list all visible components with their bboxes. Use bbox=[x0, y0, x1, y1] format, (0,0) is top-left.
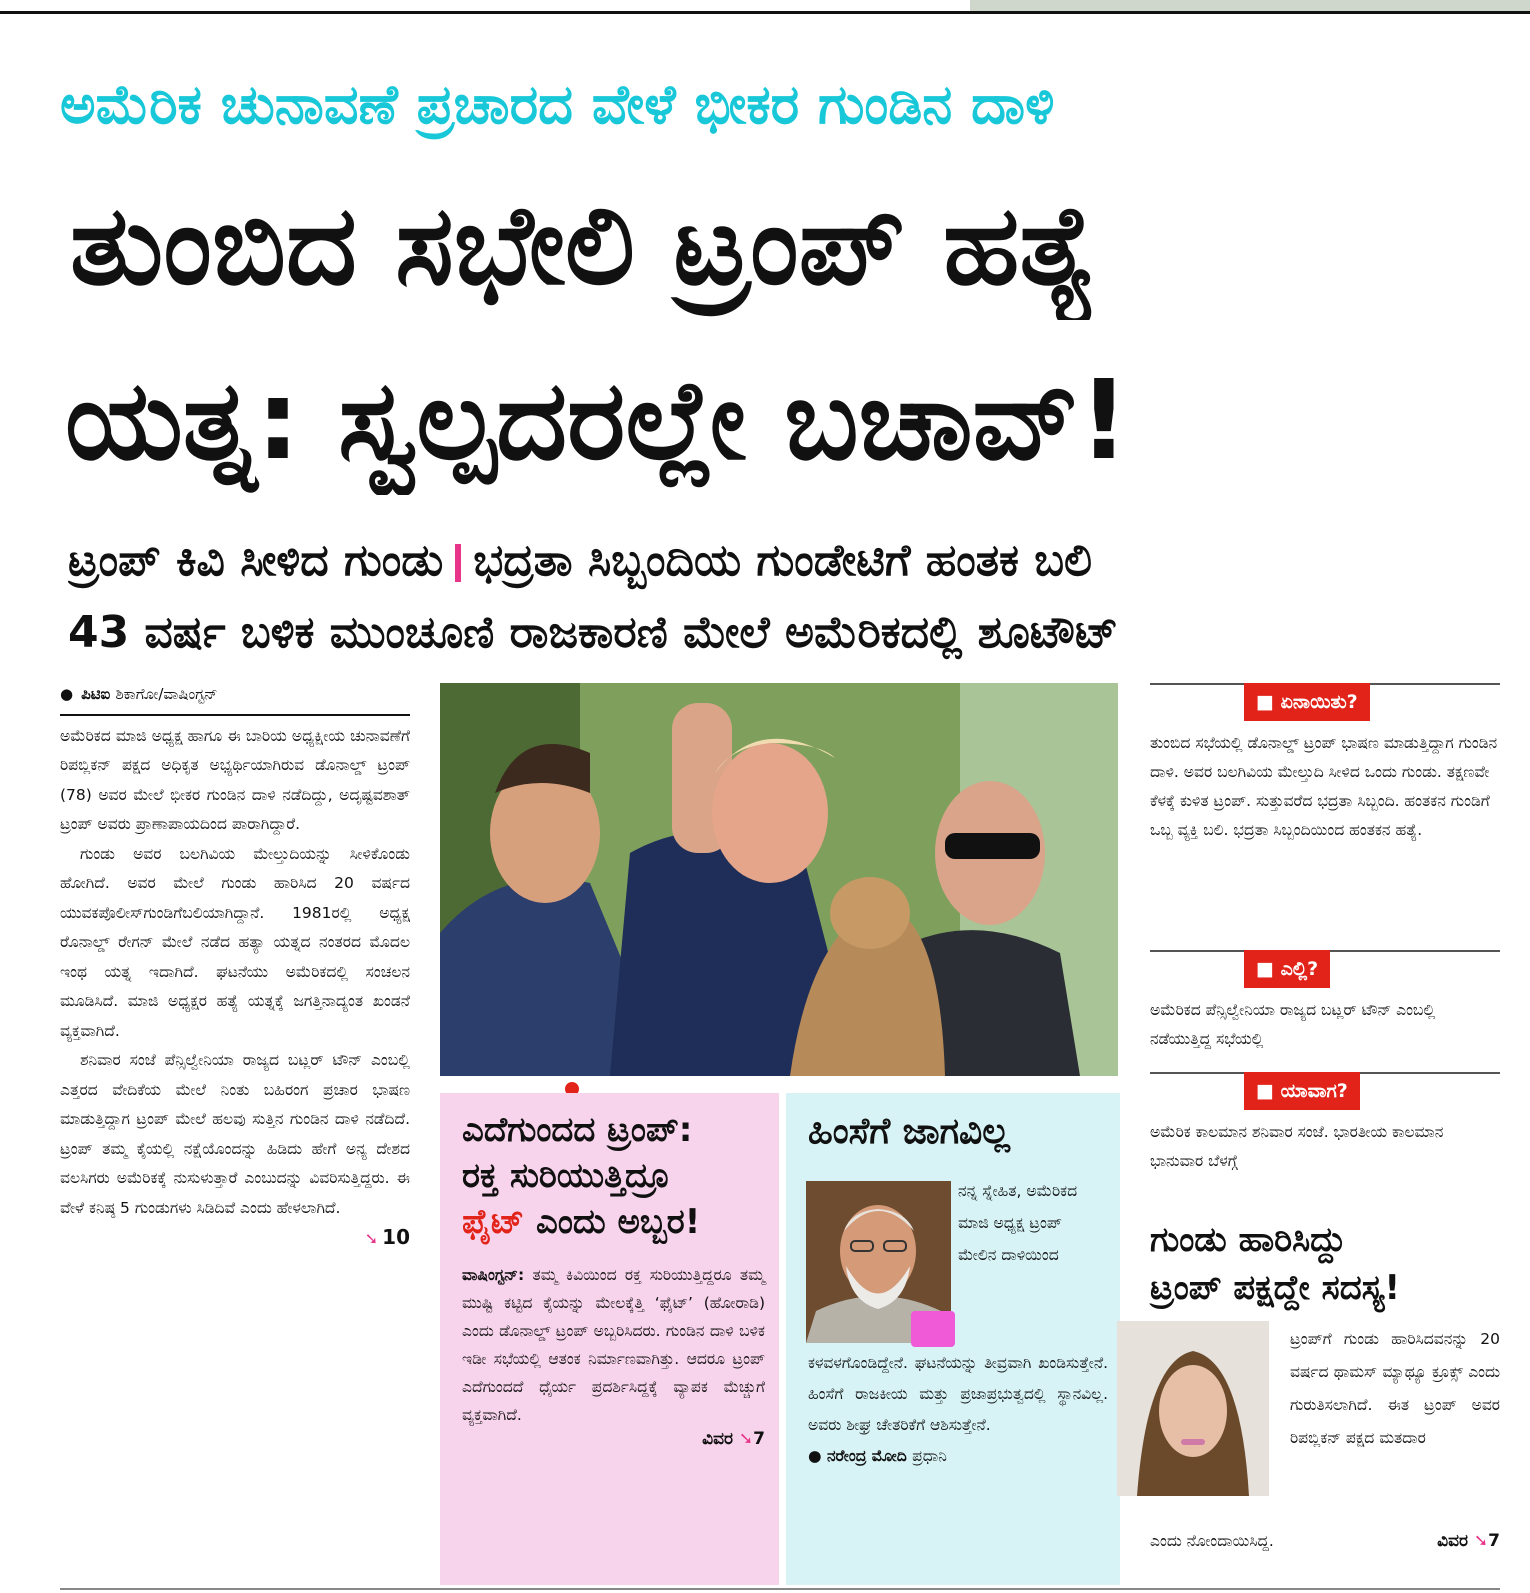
modi-quote-box bbox=[786, 1093, 1120, 1585]
shooter-story-text: ಟ್ರಂಪ್‌ಗೆ ಗುಂಡು ಹಾರಿಸಿದವನನ್ನು 20 ವರ್ಷದ ಥಾಮಸ್ ಮ್ಯಾಥ್ಯೂ ಕ್ರೂಕ್ಸ್ ಎಂದು ಗುರುತಿಸಲಾಗಿದೆ. ಈತ ಟ್ರಂಪ್ ಅವರ ರಿಪಬ್ಲಿಕನ್ ಪಕ್ಷದ ಮತದಾರ bbox=[1290, 1330, 1500, 1447]
main-headline-line-1: ತುಂಬಿದ ಸಭೇಲಿ ಟ್ರಂಪ್ ಹತ್ಯೆ bbox=[70, 181, 1098, 309]
modi-quote-part-2 bbox=[808, 1348, 1108, 1472]
byline bbox=[60, 680, 410, 716]
kicker-headline: ಅಮೆರಿಕ ಚುನಾವಣೆ ಪ್ರಚಾರದ ವೇಳೆ ಭೀಕರ ಗುಂಡಿನ ದಾಳಿ bbox=[60, 73, 1055, 136]
fight-headline-line-2: ರಕ್ತ ಸುರಿಯುತ್ತಿದ್ರೂ bbox=[462, 1156, 671, 1196]
top-rule bbox=[0, 0, 1530, 14]
tag-where: ■ ಎಲ್ಲಿ? bbox=[1244, 950, 1330, 988]
story-paragraph-3: ಶನಿವಾರ ಸಂಜೆ ಪೆನ್ಸಿಲ್ವೇನಿಯಾ ರಾಜ್ಯದ ಬಟ್ಲರ್ ಟೌನ್ ಎಂಬಲ್ಲಿ ಎತ್ತರದ ವೇದಿಕೆಯ ಮೇಲೆ ನಿಂತು ಬಹಿರಂಗ ಪ್ರಚಾರ ಭಾಷಣ ಮಾಡುತ್ತಿದ್ದಾಗ ಟ್ರಂಪ್ ಮೇಲೆ ಹಲವು ಸುತ್ತಿನ ಗುಂಡಿನ ದಾಳಿ ನಡೆದಿದೆ. ಟ್ರಂಪ್ ತಮ್ಮ ಕೈಯಲ್ಲಿ ನಕ್ಷೆಯೊಂದನ್ನು ಹಿಡಿದು ಹೇಗೆ ಅನ್ಯ ದೇಶದ ವಲಸಿಗರು ಅಮೆರಿಕಕ್ಕೆ ನುಸುಳುತ್ತಾರೆ ಎಂಬುದನ್ನು ವಿವರಿಸುತ್ತಿದ್ದರು. ಈ ವೇಳೆ ಕನಿಷ್ಠ 5 ಗುಂಡುಗಳು ಸಿಡಿದಿವೆ ಎಂದು ಹೇಳಲಾಗಿದೆ. bbox=[60, 1051, 410, 1217]
fight-headline-tail: ಎಂದು ಅಬ್ಬರ! bbox=[524, 1202, 701, 1242]
rule-when bbox=[1150, 1072, 1500, 1102]
shooter-story-tail-text: ಎಂದು ನೋಂದಾಯಿಸಿದ್ದ. bbox=[1150, 1532, 1274, 1550]
continued-on[interactable] bbox=[60, 1223, 410, 1254]
rule-where bbox=[1150, 950, 1500, 980]
modi-quote-headline: ಹಿಂಸೆಗೆ ಜಾಗವಿಲ್ಲ bbox=[808, 1111, 1010, 1152]
shooter-headline-line-1: ಗುಂಡು ಹಾರಿಸಿದ್ದು bbox=[1150, 1220, 1347, 1260]
what-text: ತುಂಬಿದ ಸಭೆಯಲ್ಲಿ ಡೊನಾಲ್ಡ್ ಟ್ರಂಪ್ ಭಾಷಣ ಮಾಡುತ್ತಿದ್ದಾಗ ಗುಂಡಿನ ದಾಳಿ. ಅವರ ಬಲಗಿವಿಯ ಮೇಲ್ತುದಿ ಸೀಳಿದ ಒಂದು ಗುಂಡು. ತಕ್ಷಣವೇ ಕೆಳಕ್ಕೆ ಕುಳಿತ ಟ್ರಂಪ್. ಸುತ್ತುವರೆದ ಭದ್ರತಾ ಸಿಬ್ಬಂದಿ. ಹಂತಕನ ಗುಂಡಿಗೆ ಒಬ್ಬ ವ್ಯಕ್ತಿ ಬಲಿ. ಭದ್ರತಾ ಸಿಬ್ಬಂದಿಯಿಂದ ಹಂತಕನ ಹತ್ಯೆ. bbox=[1150, 734, 1498, 839]
fight-story-box bbox=[440, 1093, 779, 1585]
shooter-story-tail bbox=[1150, 1526, 1500, 1556]
fight-body-text: ತಮ್ಮ ಕಿವಿಯಿಂದ ರಕ್ತ ಸುರಿಯುತ್ತಿದ್ದರೂ ತಮ್ಮ ಮುಷ್ಟಿ ಕಟ್ಟಿದ ಕೈಯನ್ನು ಮೇಲಕ್ಕೆತ್ತಿ ‘ಫೈಟ್’ (ಹೋರಾಡಿ) ಎಂದು ಡೊನಾಲ್ಡ್ ಟ್ರಂಪ್ ಅಬ್ಬರಿಸಿದರು. ಗುಂಡಿನ ದಾಳಿ ಬಳಿಕ ಇಡೀ ಸಭೆಯಲ್ಲಿ ಆತಂಕ ನಿರ್ಮಾಣವಾಗಿತ್ತು. ಆದರೂ ಟ್ರಂಪ್ ಎದೆಗುಂದದೆ ಧೈರ್ಯ ಪ್ರದರ್ಶಿಸಿದ್ದಕ್ಕೆ ವ್ಯಾಪಕ ಮೆಚ್ಚುಗೆ ವ್ಯಕ್ತವಾಗಿದೆ. bbox=[462, 1266, 765, 1424]
jump-arrow-icon: ➘ bbox=[1473, 1531, 1489, 1551]
shooter-headline-line-2: ಟ್ರಂಪ್ ಪಕ್ಷದ್ದೇ ಸದಸ್ಯ! bbox=[1150, 1268, 1400, 1308]
jump-label: ವಿವರ bbox=[702, 1429, 733, 1449]
jump-arrow-icon: ➘ bbox=[738, 1429, 754, 1449]
story-paragraph-1: ಅಮೆರಿಕದ ಮಾಜಿ ಅಧ್ಯಕ್ಷ ಹಾಗೂ ಈ ಬಾರಿಯ ಅಧ್ಯಕ್ಷೀಯ ಚುನಾವಣೆಗೆ ರಿಪಬ್ಲಿಕನ್ ಪಕ್ಷದ ಅಧಿಕೃತ ಅಭ್ಯರ್ಥಿಯಾಗಿರುವ ಡೊನಾಲ್ಡ್ ಟ್ರಂಪ್ (78) ಅವರ ಮೇಲೆ ಭೀಕರ ಗುಂಡಿನ ದಾಳಿ ನಡೆದಿದ್ದು, ಅದೃಷ್ಟವಶಾತ್ ಟ್ರಂಪ್ ಅವರು ಪ್ರಾಣಾಪಾಯದಿಂದ ಪಾರಾಗಿದ್ದಾರೆ. bbox=[60, 726, 410, 833]
modi-signature bbox=[808, 1441, 1108, 1472]
sig-name: ನರೇಂದ್ರ ಮೋದಿ bbox=[826, 1447, 907, 1465]
subheadline-2: 43 ವರ್ಷ ಬಳಿಕ ಮುಂಚೂಣಿ ರಾಜಕಾರಣಿ ಮೇಲೆ ಅಮೆರಿಕದಲ್ಲಿ ಶೂಟೌಟ್ bbox=[68, 607, 1119, 658]
tag-what: ■ ಏನಾಯಿತು? bbox=[1244, 683, 1370, 721]
modi-quote-text: ಕಳವಳಗೊಂಡಿದ್ದೇನೆ. ಘಟನೆಯನ್ನು ತೀವ್ರವಾಗಿ ಖಂಡಿಸುತ್ತೇನೆ. ಹಿಂಸೆಗೆ ರಾಜಕೀಯ ಮತ್ತು ಪ್ರಜಾಪ್ರಭುತ್ವದಲ್ಲಿ ಸ್ಥಾನವಿಲ್ಲ. ಅವರು ಶೀಘ್ರ ಚೇತರಿಕೆಗೆ ಆಶಿಸುತ್ತೇನೆ. bbox=[808, 1354, 1108, 1434]
when-text: ಅಮೆರಿಕ ಕಾಲಮಾನ ಶನಿವಾರ ಸಂಜೆ. ಭಾರತೀಯ ಕಾಲಮಾನ ಭಾನುವಾರ ಬೆಳಗ್ಗೆ bbox=[1150, 1123, 1444, 1170]
jump-page: 7 bbox=[1488, 1531, 1500, 1551]
fight-continued-on[interactable] bbox=[462, 1429, 765, 1449]
shooter-headline bbox=[1150, 1216, 1495, 1312]
byline-agency: ಪಿಟಿಐ bbox=[81, 685, 111, 703]
fight-headline-line-3 bbox=[462, 1199, 765, 1245]
jump-label: ವಿವರ bbox=[1437, 1531, 1468, 1551]
jump-arrow-icon: ➘ bbox=[364, 1229, 379, 1248]
tag-when: ■ ಯಾವಾಗ? bbox=[1244, 1072, 1360, 1110]
speech-bubble-icon bbox=[911, 1311, 955, 1347]
where-text: ಅಮೆರಿಕದ ಪೆನ್ಸಿಲ್ವೇನಿಯಾ ರಾಜ್ಯದ ಬಟ್ಲರ್ ಟೌನ್ ಎಂಬಲ್ಲಿ ನಡೆಯುತ್ತಿದ್ದ ಸಭೆಯಲ್ಲಿ bbox=[1150, 1001, 1436, 1048]
subheadline-1-right: ಭದ್ರತಾ ಸಿಬ್ಬಂದಿಯ ಗುಂಡೇಟಿಗೆ ಹಂತಕ ಬಲಿ bbox=[473, 535, 1093, 586]
bullet-icon: ● bbox=[60, 685, 74, 703]
main-story-column bbox=[60, 680, 410, 1560]
jump-page: 10 bbox=[382, 1225, 410, 1249]
sig-title: ಪ್ರಧಾನಿ bbox=[912, 1447, 947, 1465]
byline-place: ಶಿಕಾಗೋ/ವಾಷಿಂಗ್ಟನ್ bbox=[115, 685, 218, 703]
modi-quote-part-1: ನನ್ನ ಸ್ನೇಹಿತ, ಅಮೆರಿಕದ ಮಾಜಿ ಅಧ್ಯಕ್ಷ ಟ್ರಂಪ್ ಮೇಲಿನ ದಾಳಿಯಿಂದ bbox=[958, 1182, 1078, 1264]
lead-photo-illustration bbox=[440, 683, 1118, 1076]
shooter-photo bbox=[1117, 1321, 1269, 1496]
main-headline-line-2: ಯತ್ನ: ಸ್ವಲ್ಪದರಲ್ಲೇ ಬಚಾವ್! bbox=[65, 356, 1129, 484]
bottom-rule bbox=[60, 1588, 1500, 1590]
shooter-photo-illustration bbox=[1117, 1321, 1269, 1496]
top-right-image-strip bbox=[970, 0, 1530, 11]
bullet-icon: ● bbox=[808, 1447, 822, 1465]
fight-dateline: ವಾಷಿಂಗ್ಟನ್: bbox=[462, 1266, 525, 1284]
story-paragraph-2: ಗುಂಡು ಅವರ ಬಲಗಿವಿಯ ಮೇಲ್ತುದಿಯನ್ನು ಸೀಳಿಕೊಂಡು ಹೋಗಿದೆ. ಅವರ ಮೇಲೆ ಗುಂಡು ಹಾರಿಸಿದ 20 ವರ್ಷದ ಯುವಕಪೊಲೀಸ್‌ಗುಂಡಿಗೆಬಲಿಯಾಗಿದ್ದಾನೆ. 1981ರಲ್ಲಿ ಅಧ್ಯಕ್ಷ ರೊನಾಲ್ಡ್ ರೇಗನ್ ಮೇಲೆ ನಡೆದ ಹತ್ಯಾ ಯತ್ನದ ನಂತರದ ಮೊದಲ ಇಂಥ ಯತ್ನ ಇದಾಗಿದೆ. ಘಟನೆಯು ಅಮೆರಿಕದಲ್ಲಿ ಸಂಚಲನ ಮೂಡಿಸಿದೆ. ಮಾಜಿ ಅಧ್ಯಕ್ಷರ ಹತ್ಯೆ ಯತ್ನಕ್ಕೆ ಜಗತ್ತಿನಾದ್ಯಂತ ಖಂಡನೆ ವ್ಯಕ್ತವಾಗಿದೆ. bbox=[60, 844, 410, 1040]
fight-story-body bbox=[462, 1261, 765, 1429]
subheadline-1-left: ಟ್ರಂಪ್ ಕಿವಿ ಸೀಳಿದ ಗುಂಡು bbox=[68, 535, 444, 586]
fight-story-headline bbox=[462, 1107, 765, 1245]
rule-what bbox=[1150, 683, 1500, 713]
lead-photo bbox=[440, 683, 1118, 1076]
divider-bar bbox=[455, 544, 461, 582]
subheadline-1 bbox=[68, 528, 1508, 594]
shooter-continued-on[interactable] bbox=[1437, 1526, 1500, 1556]
fight-headline-line-1: ಎದೆಗುಂದದ ಟ್ರಂಪ್: bbox=[462, 1110, 693, 1150]
fight-word: ಫೈಟ್ bbox=[462, 1202, 525, 1242]
jump-page: 7 bbox=[753, 1429, 765, 1449]
facts-sidebar bbox=[1150, 683, 1500, 1176]
